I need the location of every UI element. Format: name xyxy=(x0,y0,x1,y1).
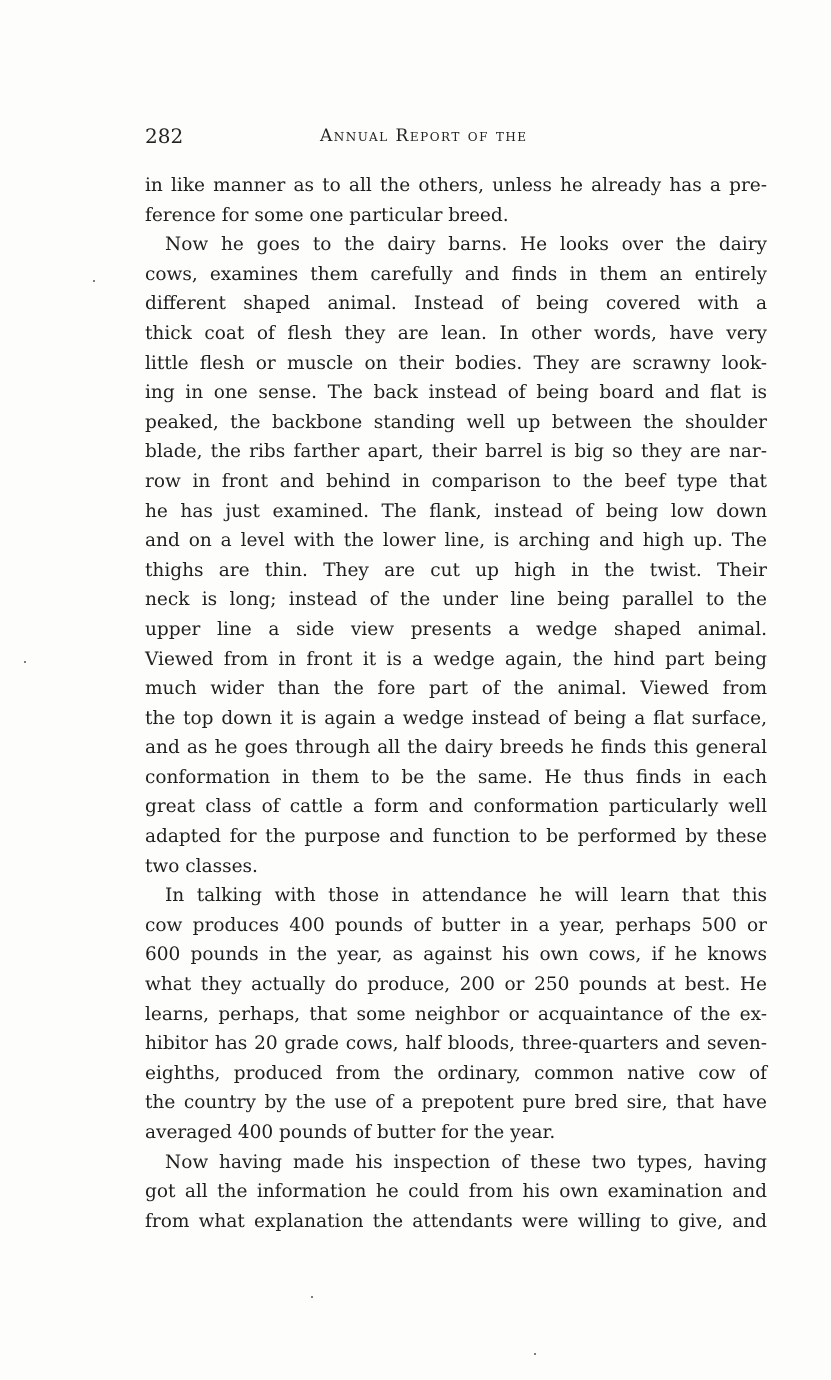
text-line: different shaped animal. Instead of being covered with a xyxy=(145,293,767,315)
text-line: thick coat of flesh they are lean. In other words, have very xyxy=(145,322,767,344)
text-line: In talking with those in attendance he will learn that this xyxy=(165,885,767,907)
scan-speck xyxy=(24,661,26,663)
text-line: Now he goes to the dairy barns. He looks over the dairy xyxy=(165,234,767,256)
text-line: much wider than the fore part of the animal. Viewed from xyxy=(145,678,767,700)
text-line: in like manner as to all the others, unless he already has a pre- xyxy=(145,175,767,196)
text-line: Now having made his inspection of these two types, having xyxy=(165,1151,767,1173)
text-line: thighs are thin. They are cut up high in the twist. Their xyxy=(145,559,767,581)
text-line: Viewed from in front it is a wedge again, the hind part being xyxy=(145,648,767,670)
text-line: 600 pounds in the year, as against his own cows, if he knows xyxy=(145,944,767,966)
scan-speck xyxy=(534,1353,536,1355)
text-line: what they actually do produce, 200 or 250 pounds at best. He xyxy=(145,974,767,996)
text-line: upper line a side view presents a wedge shaped animal. xyxy=(145,618,767,640)
text-line: the top down it is again a wedge instead of being a flat surface, xyxy=(145,707,767,729)
paragraph xyxy=(145,171,767,230)
scan-speck xyxy=(311,1296,313,1298)
text-line: blade, the ribs farther apart, their barrel is big so they are nar- xyxy=(145,441,767,463)
text-line: ing in one sense. The back instead of being board and flat is xyxy=(145,382,767,404)
running-head: Annual Report of the xyxy=(320,126,528,146)
text-line: and on a level with the lower line, is arching and high up. The xyxy=(145,530,767,552)
text-line: he has just examined. The flank, instead of being low down xyxy=(145,500,767,522)
text-line: averaged 400 pounds of butter for the year. xyxy=(145,1122,556,1143)
text-line: the country by the use of a prepotent pure bred sire, that have xyxy=(145,1092,767,1114)
text-line: cow produces 400 pounds of butter in a year, perhaps 500 or xyxy=(145,914,767,936)
text-line: little flesh or muscle on their bodies. They are scrawny look- xyxy=(145,352,767,374)
scan-speck xyxy=(93,280,95,282)
text-line: cows, examines them carefully and finds in them an entirely xyxy=(145,263,767,285)
text-line: row in front and behind in comparison to the beef type that xyxy=(145,470,767,492)
text-line: two classes. xyxy=(145,855,258,877)
paragraph xyxy=(145,230,767,881)
text-line: eighths, produced from the ordinary, common native cow of xyxy=(145,1062,767,1084)
text-line: from what explanation the attendants were willing to give, and xyxy=(145,1210,767,1232)
text-line: ference for some one particular breed. xyxy=(145,204,509,226)
page-header xyxy=(145,124,770,154)
text-line: neck is long; instead of the under line being parallel to the xyxy=(145,589,767,611)
text-line: great class of cattle a form and conformation particularly well xyxy=(145,796,767,818)
text-line: peaked, the backbone standing well up between the shoulder xyxy=(145,411,767,433)
text-line: got all the information he could from his own examination and xyxy=(145,1181,767,1203)
paragraph xyxy=(145,881,767,1147)
text-line: learns, perhaps, that some neighbor or acquaintance of the ex- xyxy=(145,1003,767,1025)
paragraph xyxy=(145,1148,767,1237)
text-line: adapted for the purpose and function to be performed by these xyxy=(145,826,767,848)
text-line: and as he goes through all the dairy breeds he finds this general xyxy=(145,737,767,759)
text-line: hibitor has 20 grade cows, half bloods, three-quarters and seven- xyxy=(145,1033,767,1055)
page-number: 282 xyxy=(145,124,184,148)
text-line: conformation in them to be the same. He thus finds in each xyxy=(145,766,767,788)
body-text xyxy=(145,171,767,1236)
